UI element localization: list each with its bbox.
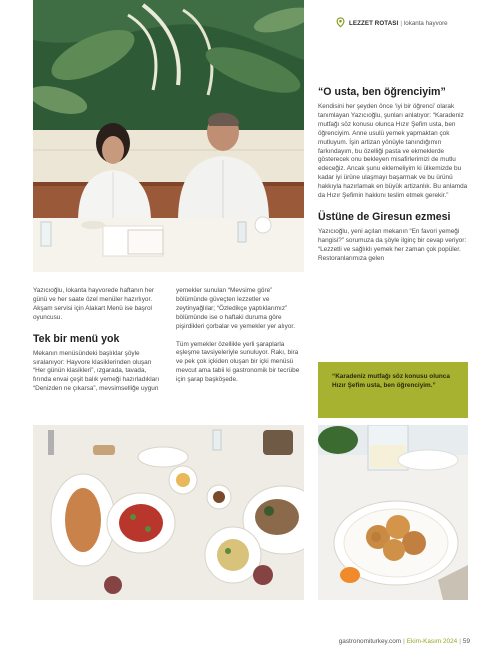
pull-quote-box (318, 362, 468, 418)
paragraph-giresun: Yazıcıoğlu, yeni açılan mekanın “En favori yemeği hangisi?” sorumuza da şöyle ilginç bir cevap veriyor: “Lezzetli ve sağlıklı yemek her zaman çok popüler. Restoranlarımıza gelen (318, 227, 467, 262)
pull-quote-text: “Karadeniz mutfağı söz konusu olunca Hızır Şefim usta, ben öğrenciyim.” (332, 373, 450, 389)
left-column (33, 287, 161, 394)
section-heading-student: “O usta, ben öğrenciyim” (318, 86, 446, 98)
middle-column (176, 287, 304, 385)
section-subtitle: lokanta hayvore (403, 20, 448, 27)
section-header (335, 17, 470, 29)
page-footer (300, 637, 470, 647)
paragraph-intro: Yazıcıoğlu, lokanta hayvorede haftanın her günü ve her saate özel menüler hazırlıyor. Akşam servisi için Alakart Menü ise başrol oyuncusu. (33, 287, 155, 321)
section-heading-giresun: Üstüne de Giresun ezmesi (318, 210, 451, 223)
page-number: 59 (462, 638, 470, 645)
paragraph-student: Kendisini her şeyden önce ‘iyi bir öğrenci’ olarak tanımlayan Yazıcıoğlu, şunları anlatıyor: “Karadeniz mutfağı söz konusu olunca Hızır Şefim usta, ben öğrenciyim. Anne usulü yemek yapmaktan çok mutluyum. İşin artizan yönüyle tanındığımın farkındayım, bu özelliği pasta ve ekmeklerde gösterecek onu bekleyen misafirlerimizi de mutlu edeceğiz. Ancak şunu eklemeliyim ki ülkemizde bu kadar iyi ürüne ulaşmayı başarmak ve bu ürünü hakkıyla hazırlamak en büyük artizanlık. Bu anlamda da Hızır Şefimin hakkını teslim etmek gerekir.” (318, 103, 468, 200)
paragraph-menu: Mekanın menüsündeki başlıklar şöyle sıralanıyor: Hayvore klasiklerinden oluşan “Her günün klasikleri”, ızgarada, tavada, fırında envai çeşit balık yemeği hazırladıkları “Denizden ne çıkarsa”, mevsimselliğe uygun (33, 349, 160, 393)
paragraph-drinks: Tüm yemekler özellikle yerli şaraplarla eşleşme tavsiyeleriyle sunuluyor. Rakı, bira ve pek çok içkiden oluşan bir içki menüsü mevcut ama tabii ki gastronomik bir tecrübe için şarap başköşede. (176, 340, 300, 384)
table-spread-photo (33, 425, 304, 600)
right-column (318, 86, 468, 264)
croquettes-photo (318, 425, 468, 600)
section-brand: LEZZET ROTASI (349, 20, 399, 27)
chefs-photo (33, 0, 304, 272)
footer-issue: Ekim-Kasım 2024 (406, 638, 458, 645)
paragraph-seasonal: yemekler sunulan “Mevsime göre” bölümünde güveçten lezzetler ve zeytinyağlılar; “Özledikçe yaptıklarımız” bölümünde ise o haftaki duruma göre pişirdikleri çorbalar ve yemekler yer alıyor. (176, 287, 295, 330)
footer-separator-2: | (459, 638, 461, 645)
location-pin-icon (335, 17, 346, 28)
section-heading-menu: Tek bir menü yok (33, 332, 120, 345)
header-separator: | (400, 20, 402, 27)
footer-site: gastronomiturkey.com (338, 638, 402, 645)
footer-separator-1: | (403, 638, 405, 645)
